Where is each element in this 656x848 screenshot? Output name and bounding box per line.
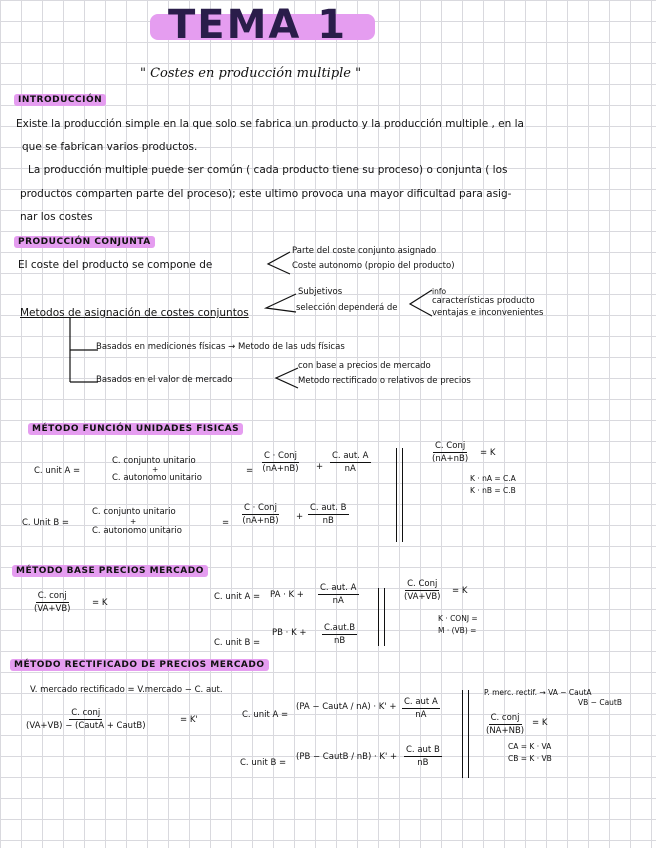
cunit-a-label: C. unit A = [34, 466, 81, 476]
section-heading-introduccion: INTRODUCCIÓN [14, 94, 106, 106]
page-title: TEMA 1 [168, 2, 348, 48]
page-subtitle: " Costes en producción multiple " [140, 66, 362, 81]
frac-aut-a-num: C. aut. A [332, 451, 369, 461]
info-text: info [432, 287, 447, 296]
precios-mercado-2: Metodo rectificado o relativos de precios [298, 376, 471, 386]
brace-seleccion [406, 288, 434, 320]
rect-frac-a-num: C. aut A [404, 697, 438, 707]
precios-pb: PB · K + [272, 628, 307, 638]
precios-frac-b-num: C.aut.B [324, 623, 356, 633]
rect-pa: (PA − CautA / nA) · K' + [296, 702, 397, 712]
frac-aut-b [308, 502, 349, 527]
intro-line-3: La producción multiple puede ser común ( cada producto tiene su proceso) o conjunta ( los [28, 164, 508, 176]
fisicas-branch: Basados en mediciones físicas → Metodo de las uds físicas [96, 342, 345, 352]
cunit-b-label: C. Unit B = [22, 518, 69, 528]
frac-conj-b-num: C · Conj [244, 503, 277, 513]
intro-line-1: Existe la producción simple en la que solo se fabrica un producto y la producción multiple , en la [16, 118, 524, 130]
frac-conj-b [242, 502, 279, 527]
eq-a: = [246, 466, 254, 476]
rect-frac-b-num: C. aut B [406, 745, 440, 755]
k-eq-fisicas: = K [480, 448, 496, 458]
rect-frac-k-num: C. conj [71, 708, 101, 718]
frac-conj-a [262, 450, 299, 475]
precios-cunit-a: C. unit A = [214, 592, 261, 602]
k-nb: K · nB = C.B [470, 486, 516, 495]
divider-precios-2 [384, 588, 385, 646]
rect-frac-b-den: nB [417, 758, 429, 768]
conj-unit-a: C. conjunto unitario [112, 456, 196, 466]
precios-mercado-1: con base a precios de mercado [298, 361, 431, 371]
rect-cb: CB = K · VB [508, 754, 552, 763]
frac-aut-b-num: C. aut. B [310, 503, 347, 513]
rect-frac-a [402, 696, 440, 721]
section-heading-metodo-precios: MÉTODO BASE PRECIOS MERCADO [12, 565, 208, 577]
rect-frac-a-den: nA [415, 710, 427, 720]
divider-fisicas-2 [402, 448, 403, 542]
frac-precios-k-num: C. conj [37, 591, 67, 601]
section-heading-metodo-fisicas: MÉTODO FUNCIÓN UNIDADES FISICAS [28, 423, 243, 435]
precios-frac-a-num: C. aut. A [320, 583, 357, 593]
brace-metodos [262, 290, 298, 320]
branch-coste-conjunto: Parte del coste conjunto asignado [292, 246, 437, 256]
plus-a: + [152, 465, 159, 474]
mercado-branch: Basados en el valor de mercado [96, 375, 233, 385]
precios-frac-a [318, 582, 359, 607]
rect-frac-k-den: (VA+VB) − (CautA + CautB) [26, 721, 146, 731]
auto-unit-b: C. autonomo unitario [92, 526, 182, 536]
rect-ca: CA = K · VA [508, 742, 552, 751]
rect-cunit-a: C. unit A = [242, 710, 289, 720]
frac-aut-a-den: nA [344, 464, 356, 474]
precios-frac-b-den: nB [333, 636, 346, 646]
frac-conj-a-den: (nA+nB) [262, 464, 299, 474]
brace-mercado [272, 366, 300, 392]
brace-compone [262, 250, 292, 280]
v-mercado-rectificado: V. mercado rectificado = V.mercado − C. aut. [30, 685, 223, 695]
auto-unit-a: C. autonomo unitario [112, 473, 202, 483]
rect-pb: (PB − CautB / nB) · K' + [296, 752, 398, 762]
ventajas-text: ventajas e inconvenientes [432, 308, 544, 318]
section-heading-metodo-rectificado: MÉTODO RECTIFICADO DE PRECIOS MERCADO [10, 659, 269, 671]
precios-frac-b [322, 622, 357, 647]
subjetivos-text: Subjetivos [298, 287, 343, 297]
k-frac-fisicas-num: C. Conj [434, 441, 466, 451]
metodos-asignacion-text: Metodos de asignación de costes conjuntos [20, 307, 249, 319]
compone-text: El coste del producto se compone de [18, 259, 213, 271]
intro-line-4: productos comparten parte del proceso); este ultimo provoca una mayor dificultad para asig- [20, 188, 512, 200]
rect-pmerc2: VB − CautB [578, 698, 623, 707]
branch-coste-autonomo: Coste autonomo (propio del producto) [292, 261, 455, 271]
k-cb-precios: M · (VB) = [438, 626, 477, 635]
frac-precios-k [34, 590, 71, 615]
k-frac-fisicas [432, 440, 468, 465]
frac-aut-b-den: nB [322, 516, 334, 526]
rect-k-eq: = K [532, 718, 548, 728]
rect-cunit-b: C. unit B = [240, 758, 287, 768]
section-heading-produccion-conjunta: PRODUCCIÓN CONJUNTA [14, 236, 155, 248]
divider-rect-2 [468, 690, 469, 778]
frac-conj-a-num: C · Conj [264, 451, 297, 461]
k-frac-fisicas-den: (nA+nB) [432, 454, 469, 464]
plus-b: + [130, 517, 137, 526]
precios-pa: PA · K + [270, 590, 304, 600]
divider-precios-1 [378, 588, 379, 646]
seleccion-text: selección dependerá de [296, 303, 398, 313]
k-frac-precios [404, 578, 441, 603]
precios-frac-a-den: nA [332, 596, 344, 606]
plus-a2: + [316, 462, 324, 472]
k-frac-precios-den: (VA+VB) [404, 592, 441, 602]
k-frac-precios-num: C. Conj [407, 579, 438, 589]
precios-eq-k: = K [92, 598, 108, 608]
rect-frac-b [404, 744, 442, 769]
conj-unit-b: C. conjunto unitario [92, 507, 176, 517]
rect-k-frac [486, 712, 524, 737]
rect-eq-k: = K' [180, 715, 198, 725]
rect-frac-k [26, 707, 146, 732]
frac-aut-a [330, 450, 371, 475]
plus-b2: + [296, 512, 304, 522]
rect-pmerc: P. merc. rectif. → VA − CautA [484, 688, 592, 697]
eq-b: = [222, 518, 230, 528]
intro-line-5: nar los costes [20, 211, 93, 223]
divider-fisicas-1 [396, 448, 397, 542]
frac-conj-b-den: (nA+nB) [242, 516, 279, 526]
caracteristicas-text: características producto [432, 296, 535, 306]
k-eq-precios: = K [452, 586, 468, 596]
k-na: K · nA = C.A [470, 474, 516, 483]
k-ca-precios: K · CONJ = [438, 614, 478, 623]
precios-cunit-b: C. unit B = [214, 638, 261, 648]
divider-rect-1 [462, 690, 463, 778]
rect-k-frac-num: C. conj [490, 713, 520, 723]
frac-precios-k-den: (VA+VB) [34, 604, 71, 614]
intro-line-2: que se fabrican varios productos. [22, 141, 198, 153]
rect-k-frac-den: (NA+NB) [486, 726, 525, 736]
